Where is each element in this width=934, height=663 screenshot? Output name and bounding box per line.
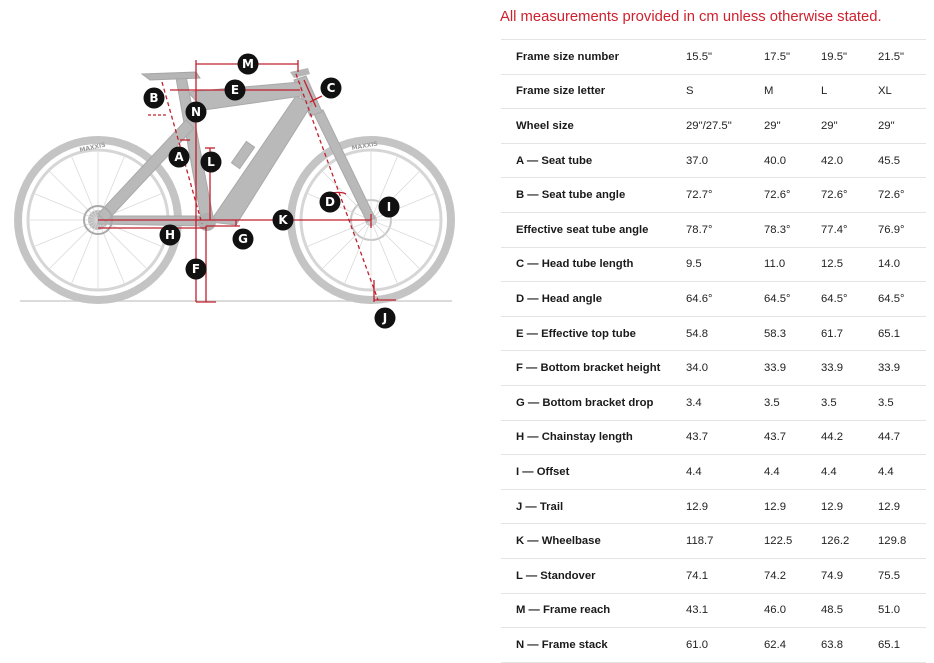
- row-value: 63.8: [821, 628, 878, 663]
- row-value: 72.7°: [686, 178, 764, 213]
- geometry-row: [501, 558, 926, 593]
- row-value: 65.1: [878, 316, 926, 351]
- svg-text:E: E: [230, 83, 240, 97]
- row-value: 58.3: [764, 316, 821, 351]
- row-value: 65.1: [878, 628, 926, 663]
- geometry-row: [501, 316, 926, 351]
- row-value: 4.4: [686, 455, 764, 490]
- row-value: 129.8: [878, 524, 926, 559]
- row-value: 51.0: [878, 593, 926, 628]
- row-value: 33.9: [878, 351, 926, 386]
- measurement-notice: All measurements provided in cm unless otherwise stated.: [500, 9, 882, 25]
- row-value: 11.0: [764, 247, 821, 282]
- row-value: 43.1: [686, 593, 764, 628]
- row-label: D — Head angle: [501, 282, 686, 317]
- row-value: 77.4°: [821, 212, 878, 247]
- marker-a: [169, 147, 190, 168]
- svg-text:I: I: [386, 200, 392, 214]
- row-label: C — Head tube length: [501, 247, 686, 282]
- row-value: 61.0: [686, 628, 764, 663]
- svg-text:C: C: [326, 81, 336, 95]
- row-label: E — Effective top tube: [501, 316, 686, 351]
- row-value: 122.5: [764, 524, 821, 559]
- row-label: M — Frame reach: [501, 593, 686, 628]
- row-value: 12.9: [821, 489, 878, 524]
- geometry-row: [501, 40, 926, 75]
- row-value: 37.0: [686, 143, 764, 178]
- row-label: A — Seat tube: [501, 143, 686, 178]
- row-value: 46.0: [764, 593, 821, 628]
- marker-f: [186, 259, 207, 280]
- row-value: L: [821, 74, 878, 109]
- row-value: 62.4: [764, 628, 821, 663]
- row-label: J — Trail: [501, 489, 686, 524]
- svg-text:G: G: [238, 232, 248, 246]
- row-value: 3.5: [764, 385, 821, 420]
- svg-text:A: A: [174, 150, 184, 164]
- row-value: 33.9: [764, 351, 821, 386]
- row-value: 72.6°: [878, 178, 926, 213]
- front-tire-brand: MAXXIS: [351, 140, 379, 152]
- row-value: 29": [878, 109, 926, 144]
- row-value: 33.9: [821, 351, 878, 386]
- row-label: N — Frame stack: [501, 628, 686, 663]
- geometry-row: [501, 420, 926, 455]
- row-value: 64.5°: [821, 282, 878, 317]
- row-value: 64.5°: [878, 282, 926, 317]
- row-value: 12.9: [878, 489, 926, 524]
- row-value: 40.0: [764, 143, 821, 178]
- rear-tire-brand: MAXXIS: [78, 141, 107, 154]
- marker-k: [273, 210, 294, 231]
- row-value: 34.0: [686, 351, 764, 386]
- marker-m: [238, 54, 259, 75]
- svg-text:F: F: [191, 262, 201, 276]
- row-label: H — Chainstay length: [501, 420, 686, 455]
- row-value: 3.4: [686, 385, 764, 420]
- row-value: XL: [878, 74, 926, 109]
- geometry-row: [501, 282, 926, 317]
- row-label: I — Offset: [501, 455, 686, 490]
- geometry-row: [501, 178, 926, 213]
- row-value: 4.4: [821, 455, 878, 490]
- row-value: 72.6°: [821, 178, 878, 213]
- row-value: 74.1: [686, 558, 764, 593]
- handlebar: [290, 68, 310, 78]
- row-value: 43.7: [764, 420, 821, 455]
- svg-text:J: J: [382, 311, 388, 325]
- row-value: 17.5": [764, 40, 821, 75]
- marker-h: [160, 225, 181, 246]
- row-value: 14.0: [878, 247, 926, 282]
- row-label: K — Wheelbase: [501, 524, 686, 559]
- row-label: F — Bottom bracket height: [501, 351, 686, 386]
- geometry-table-body: [501, 40, 926, 663]
- row-value: 48.5: [821, 593, 878, 628]
- row-value: 76.9°: [878, 212, 926, 247]
- marker-g: [233, 229, 254, 250]
- row-value: 42.0: [821, 143, 878, 178]
- row-value: 64.6°: [686, 282, 764, 317]
- row-label: G — Bottom bracket drop: [501, 385, 686, 420]
- row-value: 64.5°: [764, 282, 821, 317]
- row-value: M: [764, 74, 821, 109]
- geometry-row: [501, 74, 926, 109]
- marker-n: [186, 102, 207, 123]
- row-value: 44.2: [821, 420, 878, 455]
- geometry-row: [501, 143, 926, 178]
- svg-text:K: K: [278, 213, 288, 227]
- row-value: 78.3°: [764, 212, 821, 247]
- row-value: 3.5: [878, 385, 926, 420]
- svg-text:M: M: [242, 57, 254, 71]
- row-value: 54.8: [686, 316, 764, 351]
- row-value: 29": [764, 109, 821, 144]
- row-value: 12.9: [686, 489, 764, 524]
- marker-j: [375, 308, 396, 329]
- row-value: 118.7: [686, 524, 764, 559]
- marker-l: [201, 152, 222, 173]
- row-label: Frame size letter: [501, 74, 686, 109]
- row-value: 126.2: [821, 524, 878, 559]
- row-label: B — Seat tube angle: [501, 178, 686, 213]
- geometry-row: [501, 628, 926, 663]
- row-value: 15.5": [686, 40, 764, 75]
- svg-text:B: B: [149, 91, 159, 105]
- row-value: 43.7: [686, 420, 764, 455]
- svg-text:N: N: [190, 105, 202, 119]
- svg-text:H: H: [164, 228, 176, 242]
- geometry-row: [501, 109, 926, 144]
- row-label: Effective seat tube angle: [501, 212, 686, 247]
- row-value: 29"/27.5": [686, 109, 764, 144]
- row-value: 4.4: [764, 455, 821, 490]
- row-label: Wheel size: [501, 109, 686, 144]
- row-value: S: [686, 74, 764, 109]
- row-value: 74.9: [821, 558, 878, 593]
- marker-i: [379, 197, 400, 218]
- saddle: [142, 72, 200, 80]
- geometry-row: [501, 247, 926, 282]
- marker-e: [225, 80, 246, 101]
- geometry-table: [501, 39, 926, 663]
- geometry-row: [501, 351, 926, 386]
- row-label: Frame size number: [501, 40, 686, 75]
- geometry-row: [501, 212, 926, 247]
- geometry-row: [501, 455, 926, 490]
- row-value: 74.2: [764, 558, 821, 593]
- marker-c: [321, 78, 342, 99]
- row-value: 12.9: [764, 489, 821, 524]
- geometry-row: [501, 593, 926, 628]
- row-value: 3.5: [821, 385, 878, 420]
- row-value: 21.5": [878, 40, 926, 75]
- geometry-row: [501, 385, 926, 420]
- svg-text:L: L: [207, 155, 215, 169]
- row-value: 44.7: [878, 420, 926, 455]
- row-value: 29": [821, 109, 878, 144]
- row-value: 4.4: [878, 455, 926, 490]
- row-value: 19.5": [821, 40, 878, 75]
- row-label: L — Standover: [501, 558, 686, 593]
- row-value: 72.6°: [764, 178, 821, 213]
- geometry-row: [501, 524, 926, 559]
- row-value: 9.5: [686, 247, 764, 282]
- geometry-row: [501, 489, 926, 524]
- svg-text:D: D: [325, 195, 335, 209]
- bike-geometry-diagram: [0, 40, 470, 340]
- row-value: 45.5: [878, 143, 926, 178]
- row-value: 78.7°: [686, 212, 764, 247]
- marker-b: [144, 88, 165, 109]
- row-value: 75.5: [878, 558, 926, 593]
- row-value: 61.7: [821, 316, 878, 351]
- row-value: 12.5: [821, 247, 878, 282]
- marker-d: [320, 192, 341, 213]
